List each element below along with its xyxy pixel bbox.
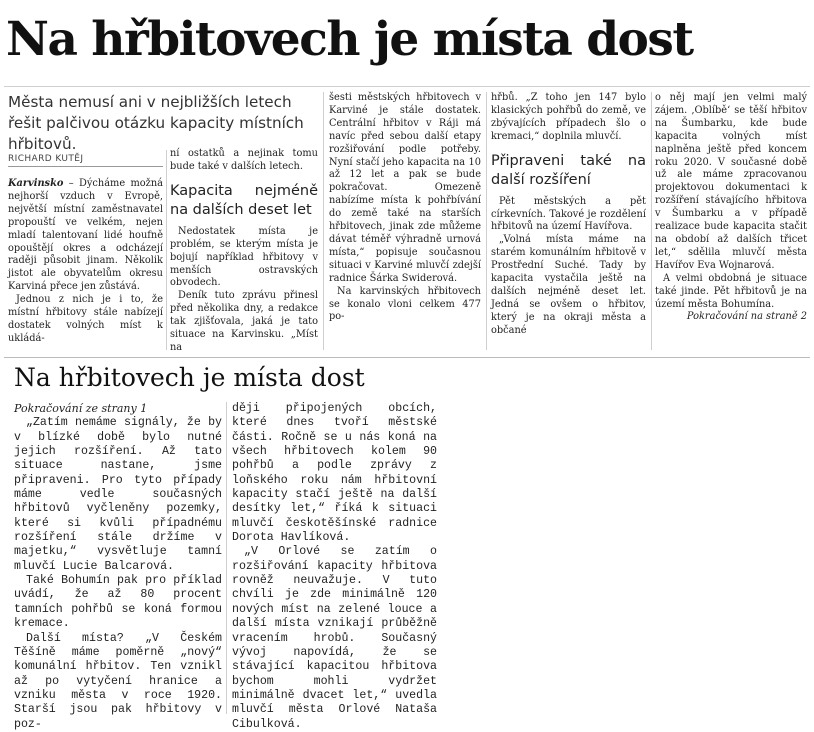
column-rule: [166, 150, 167, 350]
section-subhead: Připraveni také na další rozšíření: [491, 152, 646, 188]
column-rule: [651, 92, 652, 350]
paragraph: Další místa? „V Českém Těšíně máme poměrně „nový“ komunální hřbitov. Ten vznikl až po vytyčení hranice a vzniku města v roce 1920. Starší jsou pak hřbitovy v poz-: [14, 631, 222, 731]
column-rule: [323, 92, 324, 350]
dateline-place: Karvinsko: [8, 178, 64, 189]
paragraph: šesti městských hřbitovech v Karviné je stále dostatek. Centrální hřbitov v Ráji má navíc před sebou další etapy rozšiřování podle potřeby. Nyní stačí jeho kapacita na 10 až 12 let a pak se bude pokračovat. Omezeně nabízíme místa k pohřbívání do země také na starších hřbitovech, jinak zde můžeme dávat téměř výhradně urnová místa,“ popisuje současnou situaci v Karviné mluvčí zdejší radnice Šárka Swiderová.: [329, 92, 481, 284]
paragraph: – Dýcháme možná nejhorší vzduch v Evropě, největší místní zaměstnavatel propouští ve velkém, nejen mladí talentovaní lidé houfně opouštějí okres a odcházejí raději působit jinam. Několik jistot ale obyvatelům okresu Karviná přece jen zůstává.: [8, 178, 163, 293]
article-headline: Na hřbitovech je místa dost: [6, 12, 693, 67]
article-subheadline: Města nemusí ani v nejbližších letech řešit palčivou otázku kapacity místních hřbitovů.: [8, 93, 304, 153]
column-rule: [486, 92, 487, 350]
column-rule: [226, 402, 227, 714]
continued-on-page-link: Pokračování na straně 2: [686, 311, 807, 323]
author-byline: RICHARD KUTĚJ: [8, 154, 163, 167]
paragraph: Také Bohumín pak pro příklad uvádí, že až 80 procent tamních pohřbů se koná formou kremace.: [14, 574, 222, 631]
paragraph: o něj mají jen velmi malý zájem. ‚Oblíbě‘ se těší hřbitov na Šumbarku, kde bude kapacita volných míst naplněna ještě před koncem roku 2020. V současné době už ale máme zpracovanou projektovou dokumentaci k rozšíření stávajícího hřbitova v Šumbarku a v případě realizace bude kapacita stačit na období až dalších třicet let,“ sdělila mluvčí města Havířov Eva Wojnarová.: [655, 92, 807, 271]
continued-column-1: [14, 402, 222, 731]
paragraph: Nedostatek místa je problém, se kterým místa je bojují například hřbitovy v menších ostravských obvodech.: [170, 225, 318, 289]
article-headline-continued: Na hřbitovech je místa dost: [14, 363, 365, 392]
article-column-2: [170, 148, 318, 353]
paragraph: ději připojených obcích, které dnes tvoří městské části. Ročně se u nás koná na všech hřbitovech kolem 90 pohřbů a podle zprávy z loňského roku nám hřbitovní kapacity stačí ještě na další desítky let,“ říká k situaci mluvčí českotěšínské radnice Dorota Havlíková.: [232, 402, 437, 545]
paragraph: „Volná místa máme na starém komunálním hřbitově v Prostřední Suché. Tady by kapacita vystačila ještě na dalších nejméně deset let. Jedná se ovšem o hřbitov, který je na okraji města a občané: [491, 234, 646, 336]
paragraph: A velmi obdobná je situace také jinde. Pět hřbitovů je na území města Bohumína.: [655, 272, 807, 310]
article-column-4: [491, 92, 646, 354]
article-column-1: [8, 178, 163, 353]
paragraph: Deník tuto zprávu přinesl před několika dny, a redakce tak zjišťovala, jaká je tato situace na Karvinsku. „Míst na: [170, 290, 318, 353]
paragraph: Jednou z nich je i to, že místní hřbitovy stále nabízejí dostatek volných míst k ukládá-: [8, 294, 163, 344]
paragraph: Na karvinských hřbitovech se konalo vloni celkem 477 po-: [329, 285, 481, 323]
paragraph: ní ostatků a nejinak tomu bude také v dalších letech.: [170, 148, 318, 172]
article-column-5: [655, 92, 807, 354]
paragraph: „V Orlové se zatím o rozšiřování kapacity hřbitova rovněž neuvažuje. V tuto chvíli je zde minimálně 120 nových míst na zelené louce a další místa vznikají průběžně vracením hrobů. Současný vývoj napovídá, že se stávající kapacitou hřbitova bychom mohli vydržet minimálně dvacet let,“ uvedla mluvčí města Orlové Nataša Cibulková.: [232, 545, 437, 731]
divider: [4, 86, 810, 87]
continued-from-label: Pokračování ze strany 1: [14, 402, 148, 415]
paragraph: hřbů. „Z toho jen 147 bylo klasických pohřbů do země, ve zbývajících případech šlo o kremaci,“ doplnila mluvčí.: [491, 92, 646, 142]
paragraph: Pět městských a pět církevních. Takové je rozdělení hřbitovů na území Havířova.: [491, 195, 646, 233]
continued-column-2: [232, 402, 437, 731]
article-column-3: [329, 92, 481, 354]
section-divider: [4, 357, 810, 358]
section-subhead: Kapacita nejméně na dalších deset let: [170, 182, 318, 218]
paragraph: „Zatím nemáme signály, že by v blízké době bylo nutné jejich rozšíření. Až tato situace nastane, jsme připraveni. Pro tyto případy máme vedle současných hřbitovů vyčleněny pozemky, které si kvůli případnému rozšíření stále držíme v majetku,“ vysvětluje tamní mluvčí Lucie Balcarová.: [14, 416, 222, 573]
